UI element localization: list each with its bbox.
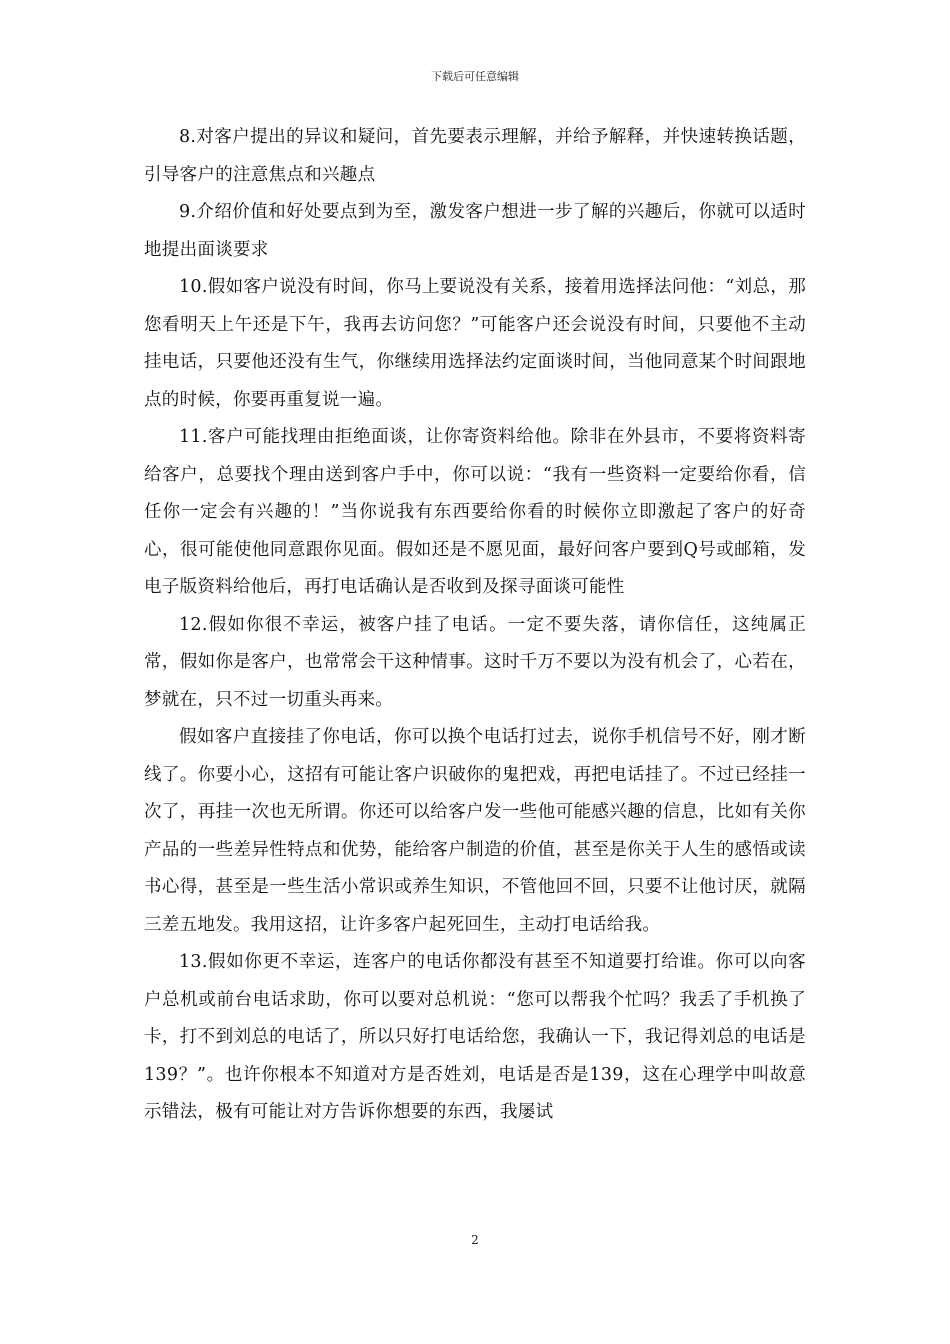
paragraph-12: 12.假如你很不幸运，被客户挂了电话。一定不要失落，请你信任，这纯属正常，假如你是客户，也常常会干这种情事。这时千万不要以为没有机会了，心若在，梦就在，只不过一切重头再来。 bbox=[144, 614, 806, 710]
paragraph-11: 11.客户可能找理由拒绝面谈，让你寄资料给他。除非在外县市，不要将资料寄给客户，总要找个理由送到客户手中，你可以说：“我有一些资料一定要给你看，信任你一定会有兴趣的！”当你说我有东西要给你看的时候你立即激起了客户的好奇心，很可能使他同意跟你见面。假如还是不愿见面，最好问客户要到Q号或邮箱，发电子版资料给他后，再打电话确认是否收到及探寻面谈可能性 bbox=[144, 427, 806, 597]
paragraph-12-continued: 假如客户直接挂了你电话，你可以换个电话打过去，说你手机信号不好，刚才断线了。你要小心，这招有可能让客户识破你的鬼把戏，再把电话挂了。不过已经挂一次了，再挂一次也无所谓。你还可以给客户发一些他可能感兴趣的信息，比如有关你产品的一些差异性特点和优势，能给客户制造的价值，甚至是你关于人生的感悟或读书心得，甚至是一些生活小常识或养生知识，不管他回不回，只要不让他讨厌，就隔三差五地发。我用这招，让许多客户起死回生，主动打电话给我。 bbox=[144, 727, 806, 935]
paragraph-10: 10.假如客户说没有时间，你马上要说没有关系，接着用选择法问他：“刘总，那您看明天上午还是下午，我再去访问您？”可能客户还会说没有时间，只要他不主动挂电话，只要他还没有生气，你继续用选择法约定面谈时间，当他同意某个时间跟地点的时候，你要再重复说一遍。 bbox=[144, 277, 806, 410]
document-body bbox=[144, 119, 806, 1132]
page-header: 下载后可任意编辑 bbox=[431, 70, 519, 83]
page-number: 2 bbox=[471, 1233, 479, 1247]
paragraph-8: 8.对客户提出的异议和疑问，首先要表示理解，并给予解释，并快速转换话题，引导客户的注意焦点和兴趣点 bbox=[144, 127, 806, 185]
paragraph-13: 13.假如你更不幸运，连客户的电话你都没有甚至不知道要打给谁。你可以向客户总机或前台电话求助，你可以要对总机说：“您可以帮我个忙吗？我丢了手机换了卡，打不到刘总的电话了，所以只好打电话给您，我确认一下，我记得刘总的电话是139？”。也许你根本不知道对方是否姓刘，电话是否是139，这在心理学中叫故意示错法，极有可能让对方告诉你想要的东西，我屡试 bbox=[144, 952, 806, 1122]
paragraph-9: 9.介绍价值和好处要点到为至，激发客户想进一步了解的兴趣后，你就可以适时地提出面谈要求 bbox=[144, 202, 806, 260]
